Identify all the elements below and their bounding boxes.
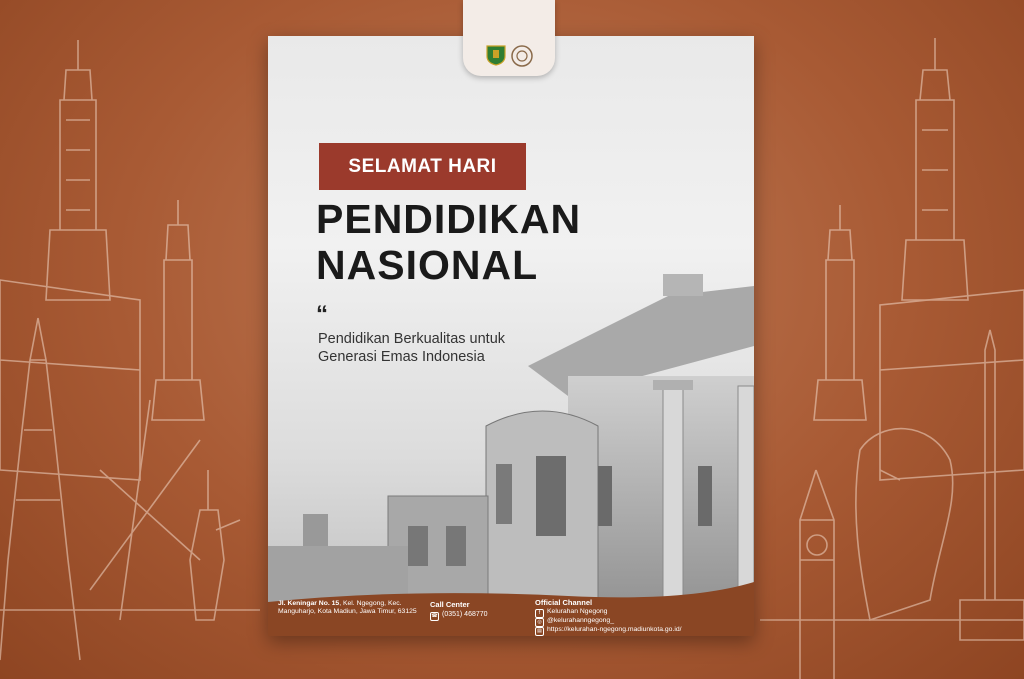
city-emblem-icon bbox=[485, 44, 507, 66]
poster-footer bbox=[268, 582, 754, 636]
logo-tab bbox=[463, 0, 555, 76]
call-center-number[interactable] bbox=[430, 611, 488, 621]
quote-mark-icon: “ bbox=[316, 301, 328, 328]
instagram-text: @kelurahanngegong_ bbox=[547, 617, 614, 624]
official-channel-label: Official Channel bbox=[535, 598, 593, 607]
facebook-icon: f bbox=[535, 609, 544, 618]
quote-text: Pendidikan Berkualitas untuk Generasi Emas Indonesia bbox=[318, 331, 506, 365]
facebook-text: Kelurahan Ngegong bbox=[547, 608, 608, 615]
website-link[interactable] bbox=[535, 626, 682, 636]
call-center-value: (0351) 468770 bbox=[442, 611, 488, 618]
web-icon: ▤ bbox=[535, 627, 544, 636]
page-title bbox=[316, 196, 581, 288]
instagram-icon: ◎ bbox=[535, 618, 544, 627]
call-center-label: Call Center bbox=[430, 600, 470, 609]
organization-logo-icon bbox=[510, 44, 534, 68]
website-text: https://kelurahan-ngegong.madiunkota.go.id/ bbox=[547, 626, 682, 633]
address-street: Jl. Keningar No. 15 bbox=[278, 600, 340, 607]
phone-icon: ☎ bbox=[431, 613, 438, 619]
title-line-1: PENDIDIKAN bbox=[316, 196, 582, 242]
greeting-badge: SELAMAT HARI bbox=[319, 143, 526, 190]
address bbox=[278, 600, 418, 616]
title-line-2: NASIONAL bbox=[316, 242, 539, 288]
address-detail: , Kel. Ngegong, Kec. Manguharjo, Kota Madiun, Jawa Timur, 63125 bbox=[278, 600, 417, 615]
